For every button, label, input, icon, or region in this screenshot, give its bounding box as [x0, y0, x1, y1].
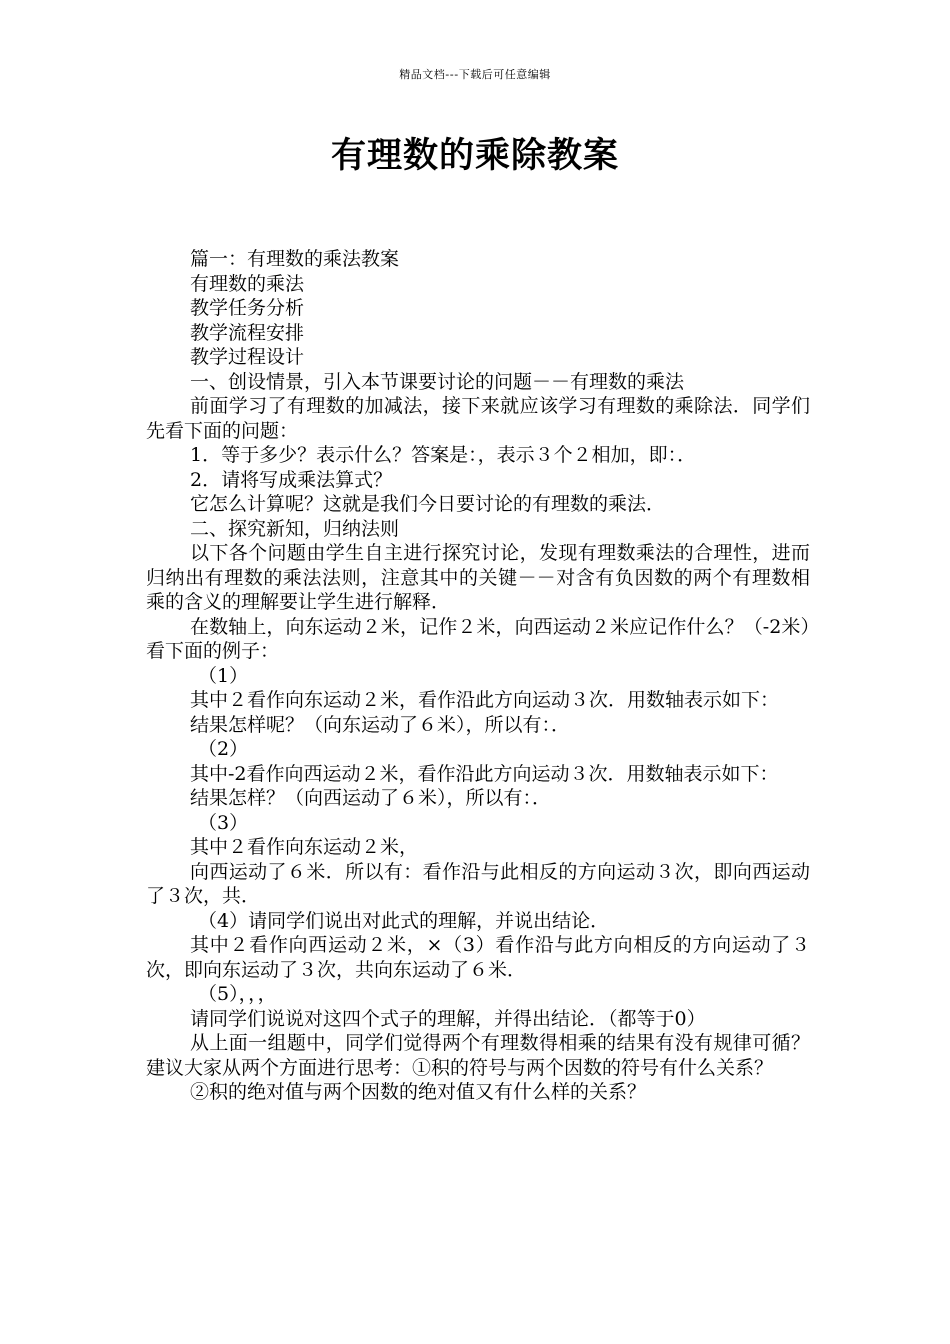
paragraph: 以下各个问题由学生自主进行探究讨论，发现有理数乘法的合理性，进而归纳出有理数的乘法法则，注意其中的关键－－对含有负因数的两个有理数相乘的含义的理解要让学生进行解释． — [146, 542, 810, 613]
header-note: 精品文档---下载后可任意编辑 — [399, 68, 551, 81]
paragraph: 它怎么计算呢？这就是我们今日要讨论的有理数的乘法． — [190, 493, 666, 515]
paragraph: 其中２看作向西运动２米，×（3）看作沿与此方向相反的方向运动了３次，即向东运动了３次，共向东运动了６米． — [146, 934, 810, 981]
paragraph: 教学任务分析 — [190, 297, 305, 319]
paragraph: 篇一：有理数的乘法教案 — [190, 248, 400, 270]
paragraph: （3） — [198, 811, 249, 834]
paragraph: 请同学们说说对这四个式子的理解，并得出结论．（都等于0） — [190, 1007, 706, 1030]
paragraph: 一、创设情景，引入本节课要讨论的问题－－有理数的乘法 — [190, 370, 685, 393]
paragraph: 从上面一组题中，同学们觉得两个有理数得相乘的结果有没有规律可循？建议大家从两个方面进行思考：①积的符号与两个因数的符号有什么关系？ — [146, 1032, 810, 1079]
paragraph: ②积的绝对值与两个因数的绝对值又有什么样的关系？ — [190, 1081, 647, 1103]
paragraph: 教学流程安排 — [190, 321, 305, 344]
paragraph: 前面学习了有理数的加减法，接下来就应该学习有理数的乘除法．同学们先看下面的问题： — [146, 395, 810, 442]
document-title: 有理数的乘除教案 — [330, 136, 619, 176]
paragraph: 其中２看作向东运动２米， — [190, 836, 419, 858]
paragraph: 其中-2看作向西运动２米，看作沿此方向运动３次．用数轴表示如下： — [190, 762, 779, 785]
paragraph: （4）请同学们说出对此式的理解，并说出结论． — [198, 909, 610, 932]
paragraph: 结果怎样？（向西运动了６米），所以有：． — [190, 787, 552, 809]
paragraph: 2．请将写成乘法算式？ — [190, 468, 393, 491]
paragraph: 向西运动了６米．所以有：看作沿与此相反的方向运动３次，即向西运动了３次，共． — [146, 860, 810, 907]
paragraph: （1） — [198, 664, 249, 687]
paragraph: （2） — [198, 738, 249, 760]
paragraph: （5），，， — [198, 983, 277, 1005]
paragraph: 二、探究新知，归纳法则 — [190, 517, 400, 540]
paragraph: 在数轴上，向东运动２米，记作２米，向西运动２米应记作什么？（-2米）看下面的例子： — [146, 615, 810, 662]
paragraph: 有理数的乘法 — [190, 272, 305, 295]
paragraph: 教学过程设计 — [190, 346, 305, 368]
paragraph: 结果怎样呢？（向东运动了６米），所以有：． — [190, 713, 571, 736]
paragraph: 1．等于多少？表示什么？答案是：，表示３个２相加，即：． — [190, 444, 697, 466]
document-body — [146, 247, 810, 1105]
paragraph: 其中２看作向东运动２米，看作沿此方向运动３次．用数轴表示如下： — [190, 689, 780, 711]
